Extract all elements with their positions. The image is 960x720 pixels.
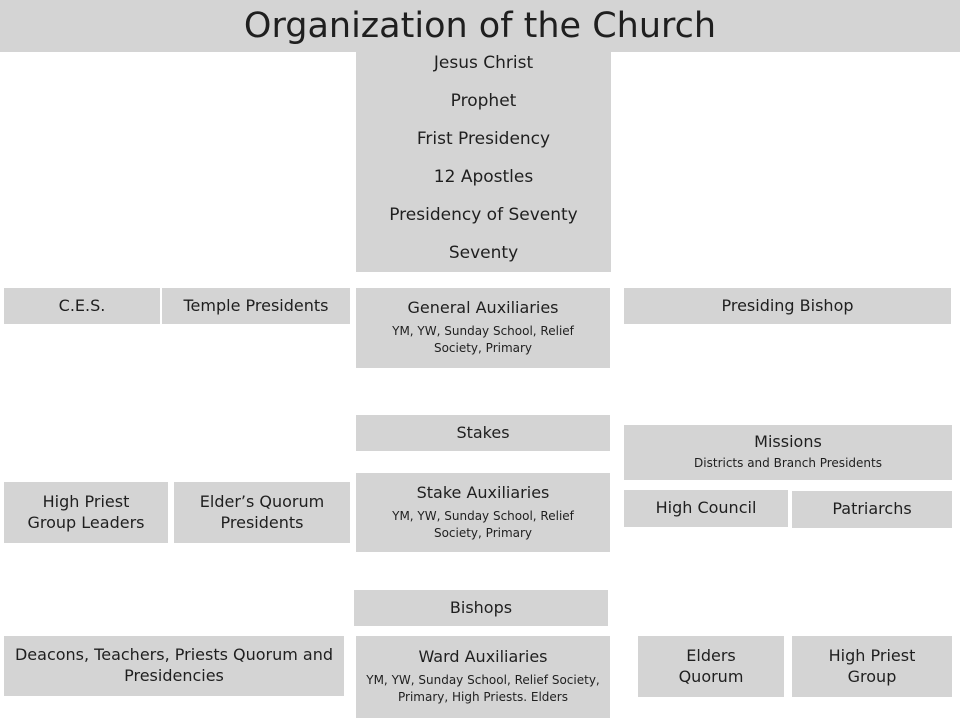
high-priest-group-leaders-box [4,482,168,543]
high-council-box [624,490,788,527]
bishops-label: Bishops [449,597,513,617]
presiding-bishop-label: Presiding Bishop [721,295,854,315]
hierarchy-first-presidency: Frist Presidency [416,129,551,149]
missions-label: Missions [754,432,822,452]
high-priest-group-leaders-label: High Priest Group Leaders [27,491,145,532]
ward-auxiliaries-label: Ward Auxiliaries [418,647,548,667]
hierarchy-box [356,48,611,272]
deacons-teachers-priests-label: Deacons, Teachers, Priests Quorum and Presidencies [14,645,334,685]
presiding-bishop-box [624,288,951,324]
elders-quorum-presidents-box [174,482,350,543]
hierarchy-prophet: Prophet [450,91,517,111]
hierarchy-seventy: Seventy [448,243,519,263]
patriarchs-box [792,491,952,528]
high-priest-group-label: High Priest Group [828,645,916,686]
stake-auxiliaries-sub: YM, YW, Sunday School, Relief Society, Primary [392,508,574,540]
high-council-label: High Council [655,498,757,518]
patriarchs-label: Patriarchs [832,499,912,519]
missions-sub: Districts and Branch Presidents [694,456,882,471]
hierarchy-jesus-christ: Jesus Christ [433,53,534,73]
elders-quorum-box [638,636,784,697]
page-title: Organization of the Church [243,5,717,46]
temple-presidents-label: Temple Presidents [183,295,329,315]
general-auxiliaries-box [356,288,610,368]
elders-quorum-presidents-label: Elder’s Quorum Presidents [199,491,325,532]
ces-box [4,288,160,324]
ward-auxiliaries-box [356,636,610,718]
ces-label: C.E.S. [58,295,106,315]
hierarchy-twelve-apostles: 12 Apostles [433,167,534,187]
general-auxiliaries-label: General Auxiliaries [407,298,559,318]
hierarchy-presidency-of-seventy: Presidency of Seventy [389,205,578,225]
high-priest-group-box [792,636,952,697]
deacons-teachers-priests-box [4,636,344,696]
stake-auxiliaries-box [356,473,610,552]
missions-box [624,425,952,480]
bishops-box [354,590,608,626]
stakes-box [356,415,610,451]
temple-presidents-box [162,288,350,324]
stake-auxiliaries-label: Stake Auxiliaries [416,482,550,502]
ward-auxiliaries-sub: YM, YW, Sunday School, Relief Society, Primary, High Priests. Elders [366,673,600,705]
title-bar [0,0,960,52]
elders-quorum-label: Elders Quorum [678,645,744,686]
stakes-label: Stakes [456,422,510,442]
general-auxiliaries-sub: YM, YW, Sunday School, Relief Society, Primary [392,324,574,356]
